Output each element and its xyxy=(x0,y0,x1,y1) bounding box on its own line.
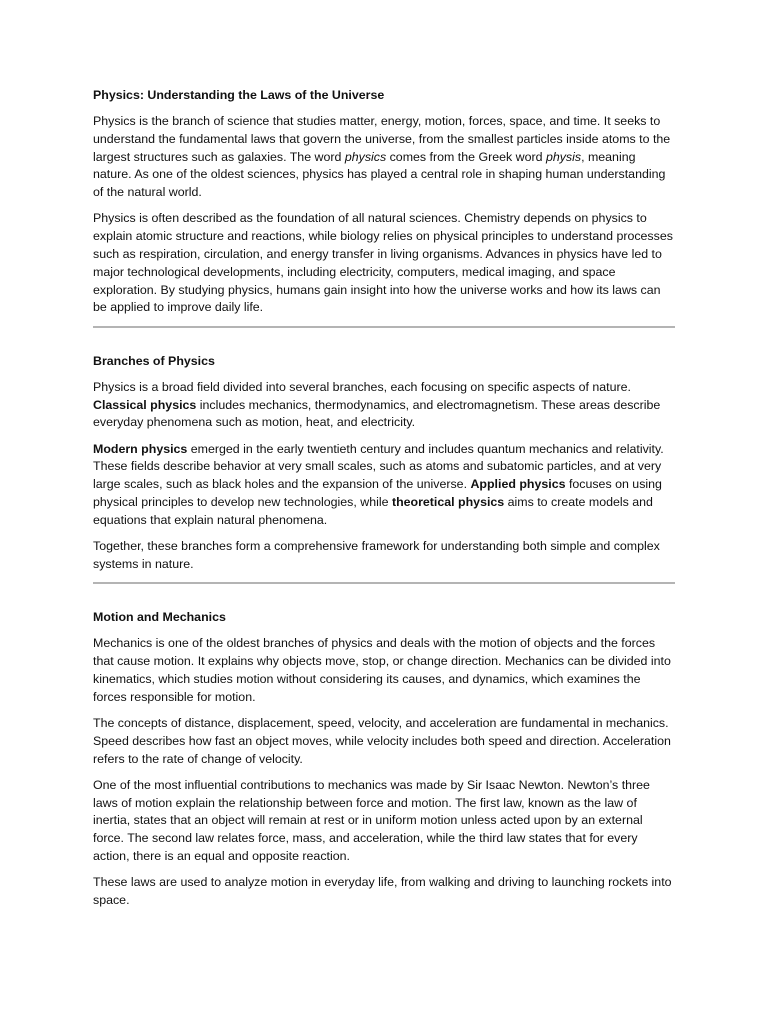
text-run: The concepts of distance, displacement, speed, velocity, and acceleration are fundamental in mechanics. Speed describes how fast an object moves, while velocity includes both speed and direction. Acceleration refers to the rate of change of velocity. xyxy=(93,715,671,766)
paragraph xyxy=(93,635,675,706)
section-heading: Branches of Physics xyxy=(93,353,215,368)
section-introduction xyxy=(93,86,675,317)
section-divider xyxy=(93,582,675,584)
section-divider xyxy=(93,326,675,328)
bold-term: Applied physics xyxy=(470,477,566,492)
text-run: focuses on using physical principles to develop new technologies, while xyxy=(93,477,662,510)
bold-term: Classical physics xyxy=(93,397,197,412)
text-run: Physics is often described as the foundation of all natural sciences. Chemistry depends on physics to explain atomic structure and reactions, while biology relies on physical principles to understand processes such as respiration, circulation, and energy transfer in living organisms. Advances in physics have led to major technological developments, including electricity, computers, medical imaging, and space exploration. By studying physics, humans gain insight into how the universe works and how its laws can be applied to improve daily life. xyxy=(93,211,673,315)
section-heading: Motion and Mechanics xyxy=(93,610,226,625)
text-run: Mechanics is one of the oldest branches of physics and deals with the motion of objects and the forces that cause motion. It explains why objects move, stop, or change direction. Mechanics can be divided into kinematics, which studies motion without considering its causes, and dynamics, which examines the forces responsible for motion. xyxy=(93,636,671,704)
text-run: One of the most influential contributions to mechanics was made by Sir Isaac Newton. Newton’s three laws of motion explain the relationship between force and motion. The first law, known as the law of inertia, states that an object will remain at rest or in uniform motion unless acted upon by an external force. The second law relates force, mass, and acceleration, while the third law states that for every action, there is an equal and opposite reaction. xyxy=(93,777,650,863)
text-run: aims to create models and equations that explain natural phenomena. xyxy=(93,495,653,527)
paragraph xyxy=(93,777,675,866)
paragraph xyxy=(93,379,675,432)
paragraph xyxy=(93,874,675,910)
paragraph xyxy=(93,538,675,574)
text-run: comes from the Greek word xyxy=(386,149,546,164)
section-heading: Physics: Understanding the Laws of the Universe xyxy=(93,88,385,102)
text-run: Physics is the branch of science that studies matter, energy, motion, forces, space, and time. It seeks to understand the fundamental laws that govern the universe, from the smallest particles inside atoms to the largest structures such as galaxies. The word xyxy=(93,114,671,164)
text-run: Together, these branches form a comprehensive framework for understanding both simple and complex systems in nature. xyxy=(93,539,660,571)
paragraph xyxy=(93,715,675,768)
bold-term: theoretical physics xyxy=(391,495,505,510)
paragraph xyxy=(93,441,675,530)
text-run: includes mechanics, thermodynamics, and electromagnetism. These areas describe everyday phenomena such as motion, heat, and electricity. xyxy=(93,397,661,430)
paragraph xyxy=(93,210,675,317)
text-run: emerged in the early twentieth century and includes quantum mechanics and relativity. These fields describe behavior at very small scales, such as atoms and subatomic particles, and at very large scales, such as black holes and the expansion of the universe. xyxy=(93,441,664,492)
bold-term: Modern physics xyxy=(93,441,188,456)
text-run: Physics is a broad field divided into several branches, each focusing on specific aspects of nature. xyxy=(93,379,631,394)
section-branches xyxy=(93,352,675,574)
text-run: These laws are used to analyze motion in everyday life, from walking and driving to launching rockets into space. xyxy=(93,875,672,908)
paragraph xyxy=(93,113,675,202)
text-run: , meaning nature. As one of the oldest sciences, physics has played a central role in shaping human understanding of the natural world. xyxy=(93,149,666,200)
italic-term: physics xyxy=(344,149,387,164)
section-motion-mechanics xyxy=(93,608,675,910)
italic-term: physis xyxy=(545,149,582,164)
